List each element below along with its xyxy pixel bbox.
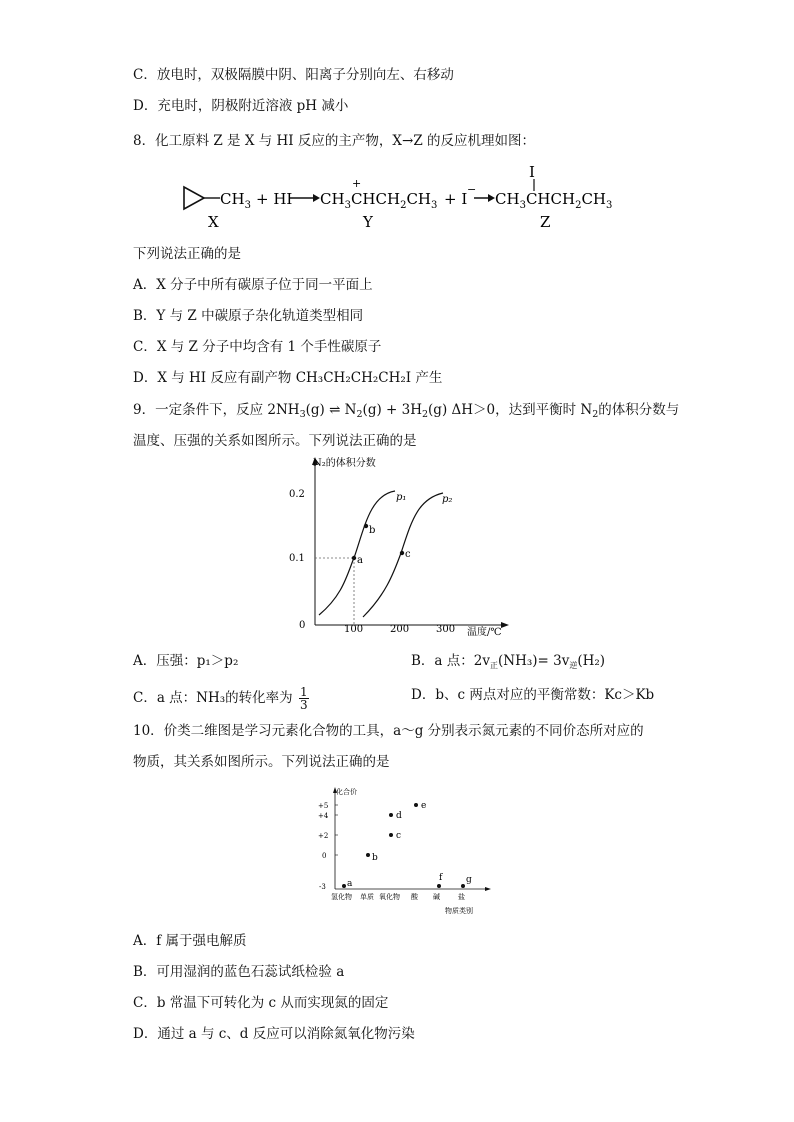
q9-option-b: B．a 点：$2v_正(NH_3)= 3v_逆(H_2)$ [411, 653, 606, 670]
q9-option-a: A．压强：p₁＞p₂ [133, 653, 239, 669]
q9-xtick-300: 300 [436, 624, 456, 635]
carbocation-charge: + [352, 177, 362, 190]
q10-option-a: A．f 属于强电解质 [133, 933, 247, 949]
q10-option-c: C．b 常温下可转化为 c 从而实现氮的固定 [133, 995, 389, 1011]
q10-cat-salt: 盐 [458, 893, 465, 901]
q10-option-b: B．可用湿润的蓝色石蕊试纸检验 a [133, 964, 345, 980]
q8-option-b: B．Y 与 Z 中碳原子杂化轨道类型相同 [133, 308, 364, 324]
q10-label-e: e [421, 801, 427, 811]
q10-chart [315, 785, 500, 915]
arrowhead-1 [313, 194, 320, 202]
q10-ytick-p5: +5 [318, 802, 329, 810]
q10-x-label: 物质类别 [445, 907, 473, 915]
y-formula: $CH_3CHCH_2CH_3$ [320, 190, 438, 211]
q10-label-g: g [466, 875, 472, 885]
q10-ytick-0: 0 [322, 852, 327, 860]
q10-ytick-p4: +4 [318, 812, 329, 820]
q9-y-label: N₂的体积分数 [313, 458, 376, 469]
q10-cat-element: 单质 [360, 893, 374, 901]
q10-cat-oxide: 氧化物 [379, 893, 400, 901]
q10-x-arrow [485, 887, 491, 891]
q9-option-d: D．b、c 两点对应的平衡常数：Kc＞Kb [411, 687, 655, 703]
plus-hi: + HI [256, 190, 293, 208]
q10-point-a [342, 884, 346, 888]
q10-label-f: f [439, 873, 443, 883]
q8-option-a: A．X 分子中所有碳原子位于同一平面上 [133, 277, 373, 293]
q10-label-a: a [347, 879, 353, 889]
q8-option-d: D．X 与 HI 反应有副产物 CH₃CH₂CH₂CH₂I 产生 [133, 370, 443, 386]
q10-stem-line2: 物质，其关系如图所示。下列说法正确的是 [133, 754, 390, 770]
q9-point-b [364, 524, 368, 528]
q10-point-c [389, 833, 393, 837]
q8-prompt: 下列说法正确的是 [133, 246, 241, 262]
q10-ytick-m3: -3 [319, 883, 326, 891]
z-formula: $CH_3CHCH_2CH_3$ [495, 190, 613, 211]
q9-point-a [352, 556, 356, 560]
q9-ytick-0.2: 0.2 [289, 489, 305, 500]
q10-label-c: c [396, 831, 402, 841]
q9-curve-p2 [363, 493, 443, 617]
q9-xtick-100: 100 [344, 624, 364, 635]
q10-point-b [366, 853, 370, 857]
q10-point-g [461, 884, 465, 888]
q9-x-label: 温度/℃ [467, 627, 502, 638]
q7-option-d: D．充电时，阴极附近溶液 pH 减小 [133, 98, 349, 114]
q9-chart [285, 455, 525, 645]
q8-reaction-scheme [170, 165, 630, 235]
q10-ytick-p2: +2 [318, 832, 329, 840]
q10-point-d [389, 813, 393, 817]
q10-stem-line1: 10．价类二维图是学习元素化合物的工具，a～g 分别表示氮元素的不同价态所对应的 [133, 723, 644, 739]
q10-label-d: d [396, 811, 402, 821]
q9-curve-label-p1: p₁ [396, 492, 407, 503]
q8-stem: 8．化工原料 Z 是 X 与 HI 反应的主产物，X→Z 的反应机理如图： [133, 133, 536, 149]
q9-xtick-200: 200 [390, 624, 410, 635]
q8-option-c: C．X 与 Z 分子中均含有 1 个手性碳原子 [133, 339, 382, 355]
q9-label-b: b [369, 525, 376, 536]
fraction-one-third: $\frac{1}{3}$ [299, 685, 308, 712]
q10-option-d: D．通过 a 与 c、d 反应可以消除氮氧化物污染 [133, 1026, 415, 1042]
q9-ytick-0.1: 0.1 [289, 553, 305, 564]
q10-point-e [414, 803, 418, 807]
label-x: X [208, 213, 219, 231]
z-iodine: I [529, 165, 535, 181]
iodide-charge: − [467, 183, 477, 196]
q10-cat-hydride: 氢化物 [331, 893, 352, 901]
q9-curve-label-p2: p₂ [442, 494, 453, 505]
q9-option-c: C．a 点：NH₃的转化率为 $\frac{1}{3}$ [133, 685, 308, 712]
label-z: Z [540, 213, 551, 231]
arrowhead-2 [488, 194, 495, 202]
q10-cat-base: 碱 [433, 893, 440, 901]
q9-label-a: a [357, 555, 363, 566]
q9-x-arrow [501, 622, 509, 628]
q9-ytick-0: 0 [299, 620, 306, 631]
q10-cat-acid: 酸 [411, 893, 418, 901]
label-y: Y [363, 213, 373, 231]
q9-curve-p1 [319, 491, 395, 615]
q10-label-b: b [372, 853, 378, 863]
q9-stem-line1: 9．一定条件下，反应 $2NH_3(g)$ ⇌ $N_2(g) + 3H_2(g)$ ΔH＞0，达到平衡时 $N_2$的体积分数与 [133, 402, 680, 420]
plus-iodide: + I [444, 190, 468, 208]
q9-point-c [400, 551, 404, 555]
cyclopropane-ring [184, 187, 204, 209]
q10-y-label: 化合价 [336, 788, 357, 796]
q9-stem-line2: 温度、压强的关系如图所示。下列说法正确的是 [133, 433, 417, 449]
q7-option-c: C．放电时，双极隔膜中阴、阳离子分别向左、右移动 [133, 67, 454, 83]
x-methyl: $CH_3$ [220, 190, 251, 211]
q9-label-c: c [405, 549, 411, 560]
q10-point-f [437, 884, 441, 888]
